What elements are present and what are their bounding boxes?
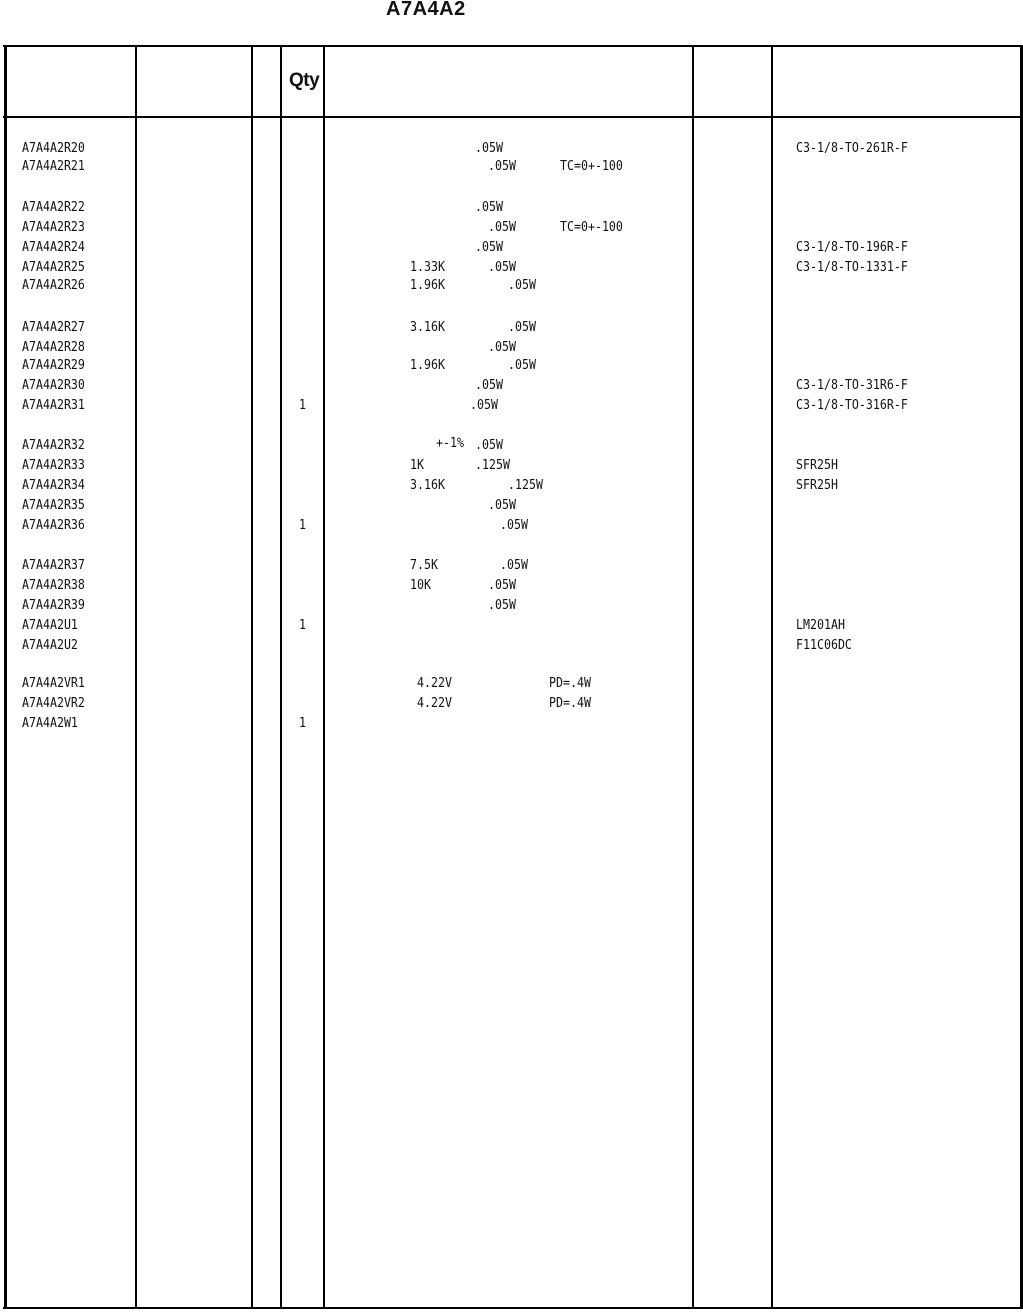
description-value: 1.33K	[410, 259, 445, 275]
description-value: .05W	[488, 259, 516, 275]
reference-designator: A7A4A2R27	[22, 319, 85, 335]
reference-designator: A7A4A2R36	[22, 517, 85, 533]
description-value: .05W	[475, 437, 503, 453]
reference-designator: A7A4A2R23	[22, 219, 85, 235]
description-value: 1.96K	[410, 357, 445, 373]
reference-designator: A7A4A2R20	[22, 140, 85, 156]
mfr-part-number: SFR25H	[796, 457, 838, 473]
description-value: 3.16K	[410, 319, 445, 335]
description-value: .05W	[470, 397, 498, 413]
description-value: 7.5K	[410, 557, 438, 573]
reference-designator: A7A4A2R34	[22, 477, 85, 493]
column-divider	[771, 46, 773, 1308]
reference-designator: A7A4A2R31	[22, 397, 85, 413]
description-value: TC=0+-100	[560, 219, 623, 235]
reference-designator: A7A4A2R22	[22, 199, 85, 215]
table-bottom-rule	[3, 1307, 1023, 1309]
reference-designator: A7A4A2R24	[22, 239, 85, 255]
description-value: 1K	[410, 457, 424, 473]
reference-designator: A7A4A2R37	[22, 557, 85, 573]
reference-designator: A7A4A2R38	[22, 577, 85, 593]
column-divider	[323, 46, 325, 1308]
quantity: 1	[299, 397, 307, 413]
description-value: .125W	[508, 477, 543, 493]
quantity: 1	[299, 617, 307, 633]
description-value: .05W	[488, 497, 516, 513]
description-value: .05W	[500, 517, 528, 533]
reference-designator: A7A4A2R21	[22, 158, 85, 174]
reference-designator: A7A4A2R33	[22, 457, 85, 473]
description-value: PD=.4W	[549, 695, 591, 711]
reference-designator: A7A4A2R29	[22, 357, 85, 373]
description-value: 4.22V	[417, 675, 452, 691]
quantity: 1	[299, 517, 307, 533]
description-value: +-1%	[436, 435, 464, 451]
qty-column-header: Qty	[289, 70, 320, 91]
column-divider	[280, 46, 282, 1308]
reference-designator: A7A4A2U1	[22, 617, 78, 633]
reference-designator: A7A4A2R35	[22, 497, 85, 513]
description-value: .05W	[488, 577, 516, 593]
reference-designator: A7A4A2U2	[22, 637, 78, 653]
description-value: .05W	[475, 140, 503, 156]
column-divider	[4, 46, 7, 1308]
reference-designator: A7A4A2R26	[22, 277, 85, 293]
reference-designator: A7A4A2VR1	[22, 675, 85, 691]
page-title: A7A4A2	[386, 0, 466, 20]
reference-designator: A7A4A2R32	[22, 437, 85, 453]
column-divider	[251, 46, 253, 1308]
reference-designator: A7A4A2R30	[22, 377, 85, 393]
column-divider	[692, 46, 694, 1308]
table-header-rule	[3, 116, 1023, 118]
description-value: .125W	[475, 457, 510, 473]
column-divider	[135, 46, 137, 1308]
description-value: .05W	[508, 357, 536, 373]
mfr-part-number: SFR25H	[796, 477, 838, 493]
description-value: .05W	[488, 339, 516, 355]
reference-designator: A7A4A2W1	[22, 715, 78, 731]
description-value: 3.16K	[410, 477, 445, 493]
description-value: .05W	[508, 277, 536, 293]
mfr-part-number: C3-1/8-TO-1331-F	[796, 259, 908, 275]
mfr-part-number: C3-1/8-TO-261R-F	[796, 140, 908, 156]
description-value: 1.96K	[410, 277, 445, 293]
mfr-part-number: C3-1/8-TO-31R6-F	[796, 377, 908, 393]
description-value: .05W	[475, 239, 503, 255]
mfr-part-number: C3-1/8-TO-196R-F	[796, 239, 908, 255]
description-value: 4.22V	[417, 695, 452, 711]
description-value: .05W	[508, 319, 536, 335]
reference-designator: A7A4A2R25	[22, 259, 85, 275]
description-value: .05W	[488, 219, 516, 235]
description-value: TC=0+-100	[560, 158, 623, 174]
description-value: PD=.4W	[549, 675, 591, 691]
description-value: .05W	[500, 557, 528, 573]
description-value: .05W	[488, 597, 516, 613]
mfr-part-number: F11C06DC	[796, 637, 852, 653]
quantity: 1	[299, 715, 307, 731]
description-value: .05W	[488, 158, 516, 174]
reference-designator: A7A4A2R28	[22, 339, 85, 355]
description-value: .05W	[475, 377, 503, 393]
description-value: 10K	[410, 577, 431, 593]
table-top-rule	[3, 45, 1023, 47]
reference-designator: A7A4A2R39	[22, 597, 85, 613]
description-value: .05W	[475, 199, 503, 215]
mfr-part-number: C3-1/8-TO-316R-F	[796, 397, 908, 413]
reference-designator: A7A4A2VR2	[22, 695, 85, 711]
mfr-part-number: LM201AH	[796, 617, 845, 633]
